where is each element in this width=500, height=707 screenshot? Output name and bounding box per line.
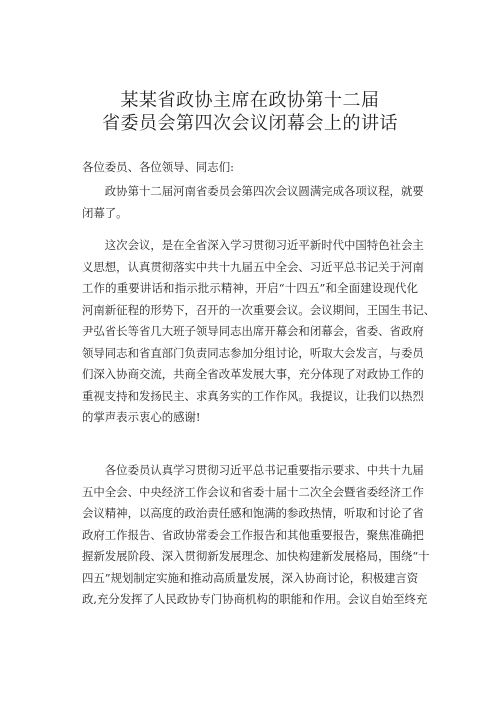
paragraph-line: 各位委员认真学习贯彻习近平总书记重要指示要求、中共十九届 — [82, 463, 424, 477]
paragraph-line: 握新发展阶段、深入贯彻新发展理念、加快构建新发展格局，围绕“十 — [82, 549, 430, 563]
paragraph-line: 闭幕了。 — [82, 205, 128, 220]
paragraph-1 — [82, 181, 424, 224]
document-title-line-2: 省委员会第四次会议闭幕会上的讲话 — [102, 113, 398, 134]
document-title-line-1: 某某省政协主席在政协第十二届 — [120, 90, 380, 111]
paragraph-2 — [82, 235, 436, 429]
greeting — [82, 157, 418, 179]
paragraph-line: 领导同志和省直部门负责同志参加分组讨论，听取大会发言，与委员 — [82, 345, 424, 360]
paragraph-line: 会议精神，以高度的政治责任感和饱满的参政热情，听取和讨论了省 — [82, 506, 424, 520]
paragraph-line: 政府工作报告、省政协常委会工作报告和其他重要报告，聚焦准确把 — [82, 527, 424, 542]
paragraph-line: 尹弘省长等省几大班子领导同志出席开幕会和闭幕会，省委、省政府 — [82, 324, 424, 338]
paragraph-line: 的掌声表示衷心的感谢! — [82, 410, 201, 424]
paragraph-line: 重视支持和发扬民主、求真务实的工作作风。我提议，让我们以热烈 — [82, 388, 424, 403]
paragraph-line: 义思想，认真贯彻落实中共十九届五中全会、习近平总书记关于河南 — [82, 259, 424, 274]
greeting-line: 各位委员、各位领导、同志们: — [82, 160, 234, 174]
paragraph-line: 四五”规划制定实施和推动高质量发展，深入协商讨论，积极建言资 — [82, 570, 419, 585]
paragraph-line: 这次会议，是在全省深入学习贯彻习近平新时代中国特色社会主 — [82, 238, 424, 252]
paragraph-line: 们深入协商交流，共商全省改革发展大事，充分体现了对政协工作的 — [82, 367, 424, 381]
paragraph-line: 河南新征程的形势下，召开的一次重要会议。会议期间，王国生书记、 — [82, 302, 436, 317]
paragraph-line: 五中全会、中央经济工作会议和省委十届十二次全会暨省委经济工作 — [82, 484, 424, 499]
paragraph-line: 政协第十二届河南省委员会第四次会议圆满完成各项议程，就要 — [82, 184, 424, 198]
paragraph-3 — [82, 460, 430, 611]
paragraph-line: 工作的重要讲话和指示批示精神，开启“十四五”和全面建设现代化 — [82, 281, 418, 295]
paragraph-line: 政,充分发挥了人民政协专门协商机构的职能和作用。会议自始至终充 — [82, 592, 428, 606]
